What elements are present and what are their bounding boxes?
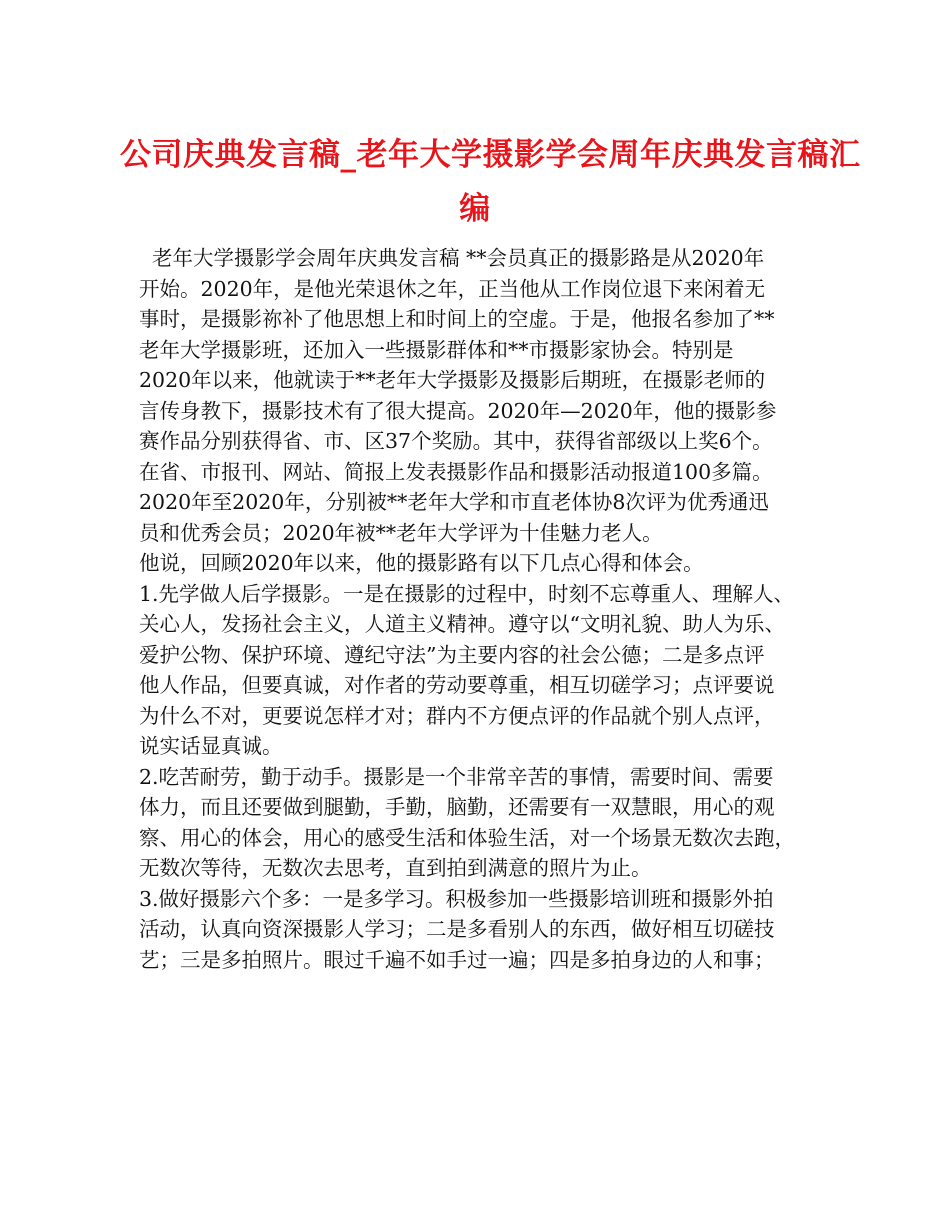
text-line: 为什么不对，更要说怎样才对；群内不方便点评的作品就个别人点评， bbox=[139, 703, 775, 728]
text-line: 他说，回顾2020年以来，他的摄影路有以下几点心得和体会。 bbox=[139, 551, 704, 575]
text-line: 他人作品，但要真诚，对作者的劳动要尊重，相互切磋学习；点评要说 bbox=[139, 673, 775, 697]
title-line: 公司庆典发言稿_老年大学摄影学会周年庆典发言稿汇 bbox=[120, 137, 861, 173]
text-line: 关心人，发扬社会主义，人道主义精神。遵守以“文明礼貌、助人为乐、 bbox=[139, 612, 785, 636]
text-line: 言传身教下，摄影技术有了很大提高。2020年—2020年，他的摄影参 bbox=[139, 398, 777, 423]
text-line: 员和优秀会员；2020年被**老年大学评为十佳魅力老人。 bbox=[139, 520, 663, 545]
document-body bbox=[139, 243, 825, 975]
text-line: 老年大学摄影班，还加入一些摄影群体和**市摄影家协会。特别是 bbox=[139, 337, 734, 362]
text-line: 1.先学做人后学摄影。一是在摄影的过程中，时刻不忘尊重人、理解人、 bbox=[139, 581, 795, 606]
text-line: 爱护公物、保护环境、遵纪守法”为主要内容的社会公德；二是多点评 bbox=[139, 642, 765, 667]
text-line: 开始。2020年，是他光荣退休之年，正当他从工作岗位退下来闲着无 bbox=[139, 276, 766, 301]
text-line: 无数次等待，无数次去思考，直到拍到满意的照片为止。 bbox=[139, 856, 652, 880]
text-line: 2.吃苦耐劳，勤于动手。摄影是一个非常辛苦的事情，需要时间、需要 bbox=[139, 764, 774, 789]
text-line: 赛作品分别获得省、市、区37个奖励。其中，获得省部级以上奖6个。 bbox=[139, 429, 773, 453]
text-line: 3.做好摄影六个多：一是多学习。积极参加一些摄影培训班和摄影外拍 bbox=[139, 886, 774, 911]
text-line: 老年大学摄影学会周年庆典发言稿 **会员真正的摄影路是从2020年 bbox=[139, 246, 765, 270]
text-line: 活动，认真向资深摄影人学习；二是多看别人的东西，做好相互切磋技 bbox=[139, 917, 775, 941]
title-line: 编 bbox=[459, 191, 491, 227]
text-line: 事时，是摄影祢补了他思想上和时间上的空虚。于是，他报名参加了** bbox=[139, 307, 775, 331]
text-line: 察、用心的体会，用心的感受生活和体验生活，对一个场景无数次去跑， bbox=[139, 825, 795, 850]
text-line: 说实话显真诚。 bbox=[139, 734, 283, 758]
text-line: 在省、市报刊、网站、简报上发表摄影作品和摄影活动报道100多篇。 bbox=[139, 459, 773, 484]
document-title bbox=[120, 128, 861, 236]
text-line: 2020年以来，他就读于**老年大学摄影及摄影后期班，在摄影老师的 bbox=[139, 368, 766, 392]
text-line: 艺；三是多拍照片。眼过千遍不如手过一遍；四是多拍身边的人和事； bbox=[139, 947, 775, 972]
text-line: 体力，而且还要做到腿勤，手勤，脑勤，还需要有一双慧眼，用心的观 bbox=[139, 795, 775, 819]
text-line: 2020年至2020年，分别被**老年大学和市直老体协8次评为优秀通迅 bbox=[139, 490, 769, 514]
